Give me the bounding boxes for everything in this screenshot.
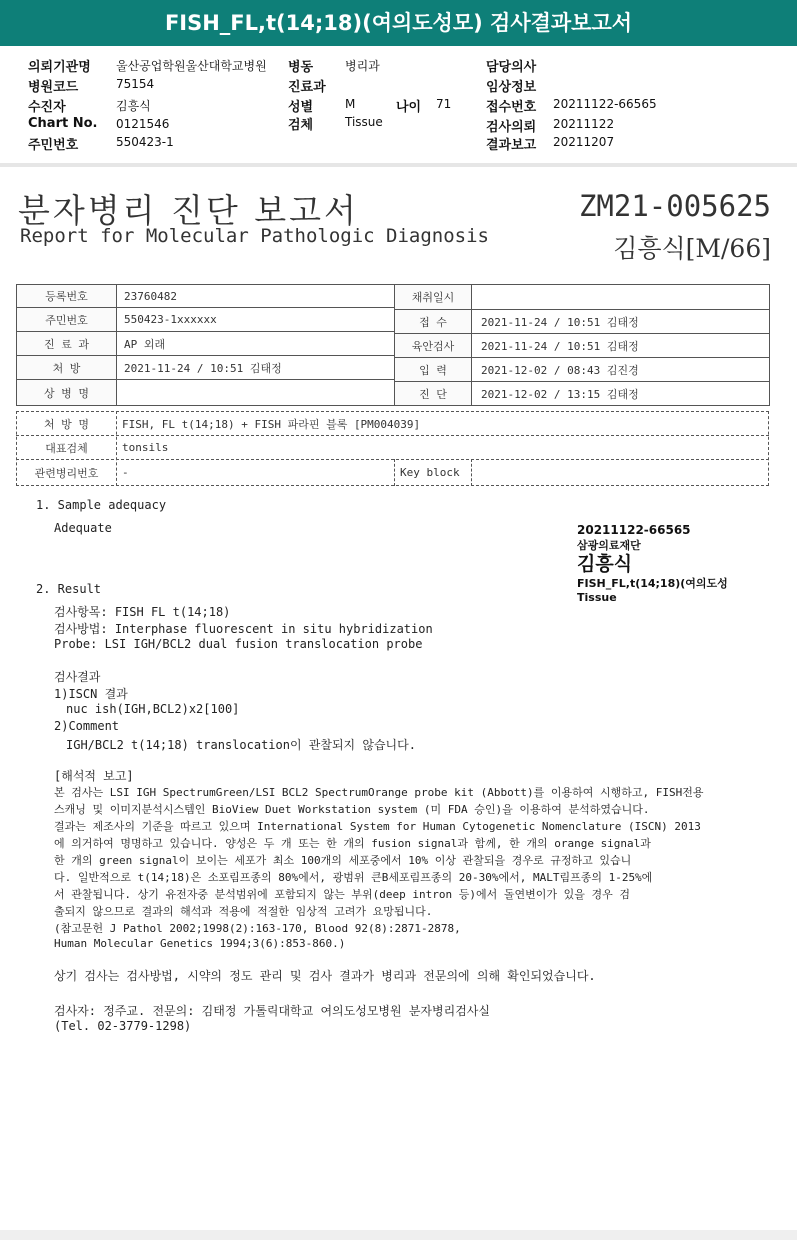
page-footer-band	[0, 1230, 797, 1240]
body-line: 2)Comment	[54, 719, 120, 733]
specimen-value: tonsils	[122, 441, 169, 454]
contact-line: (Tel. 02-3779-1298)	[54, 1019, 192, 1033]
header-label: 병동	[288, 60, 314, 75]
table-label: 관련병리번호	[34, 466, 99, 480]
scanned-report	[0, 167, 797, 1230]
order-header	[0, 46, 797, 164]
sticker-accession: 20211122-66565	[577, 523, 691, 537]
report-number: ZM21-005625	[578, 189, 771, 223]
age-value: 71	[436, 97, 452, 111]
table-label: 처 방	[17, 356, 116, 379]
header-value: 20211122	[553, 117, 615, 131]
table-label: 상 병 명	[17, 380, 116, 405]
table-label: 육안검사	[395, 334, 471, 357]
header-value: 550423-1	[116, 135, 174, 149]
table-value: 550423-1xxxxxx	[124, 313, 217, 326]
body-line: Probe: LSI IGH/BCL2 dual fusion translocation probe	[54, 637, 423, 651]
table-label: 채취일시	[395, 285, 471, 309]
body-line: 다. 일반적으로 t(14;18)은 소포림프종의 80%에서, 광범위 큰B세포림프종의 20-30%에서, MALT림프종의 1-25%에	[54, 871, 653, 884]
header-label: 병원코드	[28, 80, 79, 95]
sticker-lab: 삼광의료재단	[577, 539, 641, 552]
registration-table	[16, 284, 770, 487]
header-value: 병리과	[345, 59, 380, 73]
prescription-value: FISH, FL t(14;18) + FISH 파라핀 블록 [PM004039]	[122, 417, 421, 431]
header-value: 울산공업학원울산대학교병원	[116, 59, 267, 73]
table-value	[124, 380, 394, 405]
table-label: 진 단	[395, 382, 471, 405]
body-line: 상기 검사는 검사방법, 시약의 정도 관리 및 검사 결과가 병리과 전문의에 의해 확인되었습니다.	[54, 969, 596, 983]
body-line: Human Molecular Genetics 1994;3(6):853-860.)	[54, 937, 346, 950]
body-line: nuc ish(IGH,BCL2)x2[100]	[66, 702, 240, 716]
table-label: 주민번호	[17, 308, 116, 331]
body-line: IGH/BCL2 t(14;18) translocation이 관찰되지 않습니다.	[66, 738, 416, 752]
header-label: Chart No.	[28, 116, 98, 131]
table-value: 23760482	[124, 289, 177, 303]
header-label: 임상정보	[486, 80, 537, 95]
report-title-english: Report for Molecular Pathologic Diagnosis	[20, 225, 489, 247]
header-value: 20211207	[553, 135, 615, 149]
header-value: M	[345, 97, 356, 111]
header-label: 결과보고	[486, 138, 537, 153]
header-label: 수진자	[28, 100, 66, 115]
age-label: 나이	[396, 100, 422, 115]
body-line: 검사항목: FISH FL t(14;18)	[54, 605, 231, 619]
header-label: 성별	[288, 100, 314, 115]
table-label: 처 방 명	[43, 417, 90, 431]
keyblock-label: Key block	[400, 466, 460, 479]
keyblock-value	[478, 460, 762, 485]
header-value: 20211122-66565	[553, 97, 657, 111]
table-value: 2021-11-24 / 10:51 김태정	[481, 315, 639, 329]
header-label: 의뢰기관명	[28, 60, 91, 75]
body-line: 에 의거하여 명명하고 있습니다. 양성은 두 개 또는 한 개의 fusion signal과 함께, 한 개의 orange signal과	[54, 837, 651, 850]
header-value: 75154	[116, 77, 155, 91]
table-value: AP 외래	[124, 337, 166, 351]
body-line: (참고문헌 J Pathol 2002;1998(2):163-170, Blood 92(8):2871-2878,	[54, 922, 461, 935]
signature-line: 검사자: 정주교. 전문의: 김태정 가톨릭대학교 여의도성모병원 분자병리검사실	[54, 1004, 490, 1018]
related-value: -	[122, 466, 129, 479]
table-value: 2021-11-24 / 10:51 김태정	[481, 339, 639, 353]
patient-name-age: 김흥식[M/66]	[613, 234, 771, 263]
body-line: 검사방법: Interphase fluorescent in situ hybridization	[54, 622, 433, 636]
header-label: 담당의사	[486, 60, 537, 75]
table-value: 2021-11-24 / 10:51 김태정	[124, 361, 282, 375]
sticker-test: FISH_FL,t(14;18)(여의도성	[577, 577, 728, 590]
table-value: 2021-12-02 / 08:43 김진경	[481, 363, 639, 377]
body-line: 서 관찰됩니다. 상기 유전자중 분석범위에 포함되지 않는 부위(deep intron 등)에서 돌연변이가 있을 경우 검	[54, 888, 630, 901]
body-line: 검사결과	[54, 670, 101, 684]
specimen-label-sticker	[577, 523, 735, 604]
header-value: 김흥식	[116, 99, 151, 113]
table-label: 진 료 과	[17, 332, 116, 355]
header-label: 주민번호	[28, 138, 79, 153]
sticker-specimen: Tissue	[577, 591, 617, 604]
section-heading: 2. Result	[36, 582, 102, 596]
section-heading: 1. Sample adequacy	[36, 498, 167, 512]
body-line: 한 개의 green signal이 보이는 세포가 최소 100개의 세포중에서 10% 이상 관찰되을 경우로 규정하고 있습니	[54, 854, 632, 867]
table-value	[481, 285, 769, 309]
table-label: 접 수	[395, 310, 471, 333]
sticker-patient: 김흥식	[577, 553, 633, 575]
header-value: Tissue	[345, 115, 383, 129]
table-label: 등록번호	[17, 285, 116, 307]
header-label: 접수번호	[486, 100, 537, 115]
body-line: 스캐닝 및 이미지분석시스템인 BioView Duet Workstation system (미 FDA 승인)을 이용하여 분석하였습니다.	[54, 803, 650, 816]
report-title-bar: FISH_FL,t(14;18)(여의도성모) 검사결과보고서	[0, 0, 797, 46]
report-title-korean: 분자병리 진단 보고서	[18, 191, 359, 230]
table-label: 대표검체	[45, 441, 88, 455]
body-line: 1)ISCN 결과	[54, 687, 128, 701]
body-line: 출되지 않으므로 결과의 해석과 적용에 적절한 임상적 고려가 요망됩니다.	[54, 905, 433, 918]
header-label: 검사의뢰	[486, 120, 537, 135]
header-value: 0121546	[116, 117, 170, 131]
body-line: 결과는 제조사의 기준을 따르고 있으며 International System for Human Cytogenetic Nomenclature (ISCN) 2013	[54, 820, 701, 833]
header-label: 진료과	[288, 80, 326, 95]
header-label: 검체	[288, 118, 314, 133]
table-label: 입 력	[395, 358, 471, 381]
body-line: Adequate	[54, 521, 112, 535]
table-value: 2021-12-02 / 13:15 김태정	[481, 387, 639, 401]
body-line: 본 검사는 LSI IGH SpectrumGreen/LSI BCL2 SpectrumOrange probe kit (Abbott)를 이용하여 시행하고, FISH전용	[54, 786, 704, 799]
body-line: [해석적 보고]	[54, 769, 134, 783]
